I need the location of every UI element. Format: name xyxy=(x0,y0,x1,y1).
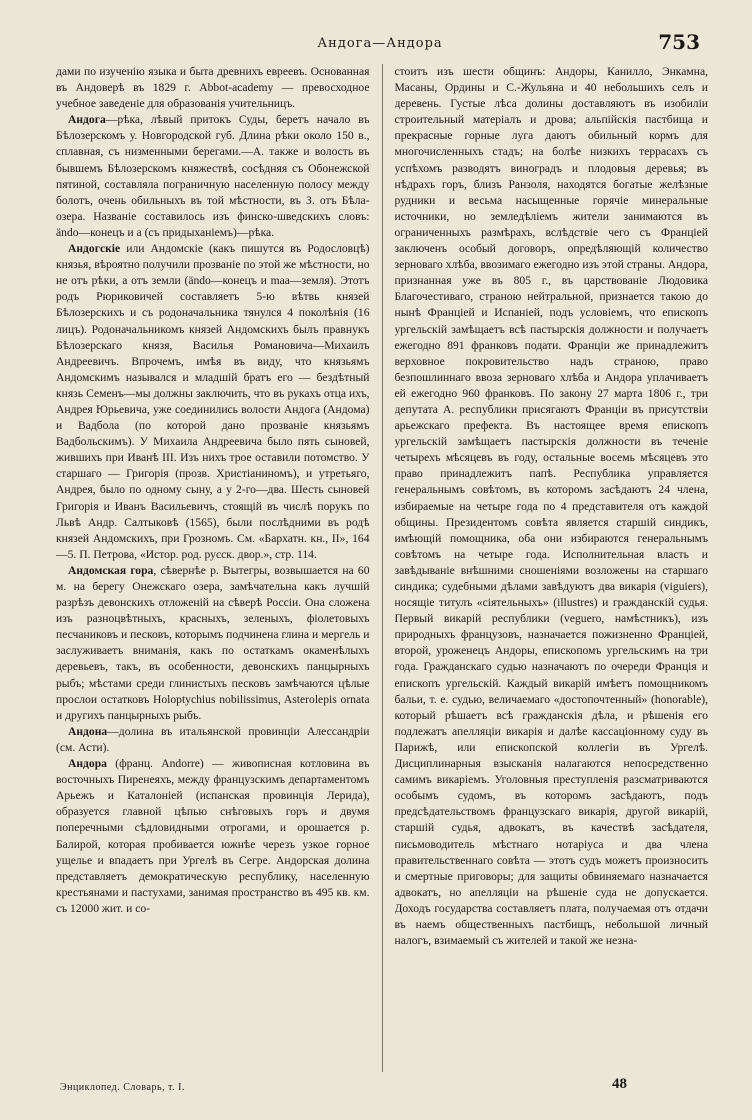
text-columns xyxy=(56,64,708,1072)
running-title: Андога—Андора xyxy=(317,36,443,51)
page-number: 753 xyxy=(658,30,700,54)
entry-headword: Андога xyxy=(68,113,106,127)
continued-paragraph: стоитъ изъ шести общинъ: Андоры, Канилло, Энкамна, Масаны, Ордины и С.-Жульяна и 40 небольшихъ селъ и деревень. Густые лѣса долины доставляютъ въ изобиліи строительный матеріалъ и дрова; альпійскія пастбища и прекрасные горные луга даютъ обильный кормъ для многочисленныхъ стадъ; на болѣе низкихъ террасахъ съ успѣхомъ разводятъ виноградъ и плодовыя деревья; въ нѣдрахъ горъ, близъ Ранзоля, находятся богатые желѣзные рудники и весьма насыщенные горячіе минеральные источники, но земледѣліемъ жители занимаются въ ограниченныхъ размѣрахъ, вслѣдствіе чего съ Франціей заключенъ особый договоръ, опредѣляющій количество зерноваго хлѣба, ввозимаго ежегодно изъ этой страны. Андора, признанная уже въ 805 г., въ царствованіе Людовика Благочестиваго, страною нейтральной, признается такою до нынѣ Франціей и Испаніей, подъ условіемъ, что епископъ ургельскій замѣщаетъ всѣ пастырскія должности и получаетъ ежегодно 891 франковъ подати. Франціи же принадлежитъ верховное покровительство надъ страною, право безпошлиннаго ввоза зерноваго хлѣба и Андора уплачиваетъ ей ежегодно 960 франковъ. По закону 27 марта 1806 г., три депутата А. республики присягаютъ Франціи въ присутствіи арьежскаго префекта. Въ настоящее время епископъ ургельскій замѣщаетъ пастырскія должности въ теченіе четырехъ мѣсяцевъ въ году, остальные восемь мѣсяцевъ это право принадлежитъ папѣ. Республика управляется генеральнымъ совѣтомъ, въ которомъ засѣдаютъ 24 члена, избираемые на четыре года по 4 представителя отъ каждой общины. Президентомъ совѣта является старшій синдикъ, имѣющій помощника, оба они избираются генеральнымъ совѣтомъ на четыре года. Исполнительная власть и завѣдываніе внѣшними сношеніями возложены на старшаго синдика; судебными дѣлами завѣдуютъ два викарія (viguiers), носящіе титулъ «сіятельныхъ» (illustres) и гражданскій судья. Первый викарій республики (veguero, намѣстникъ), изъ природныхъ французовъ, назначается пожизненно Франціей, второй, уроженецъ Андоры, епископомъ ургельскимъ на три года. Гражданскаго судью назначаютъ по очереди Франція и епископъ ургельскій. Каждый викарій имѣетъ помощникомъ бальи, т. е. судью, величаемаго «достопочтенный» (honorable), который рѣшаетъ всѣ гражданскія дѣла, и рѣшенія его подлежатъ апелляціи викарія и далѣе кассаціонному суду въ Парижѣ, или епископской коллегіи въ Ургелѣ. Дисциплинарныя взысканія налагаются непосредственно самимъ викаріемъ. Уголовныя преступленія разсматриваются особымъ судомъ, въ которомъ засѣдаютъ, подъ предсѣдательствомъ французскаго викарія, другой викарій, старшій судья, адвокатъ, въ качествѣ засѣдателя, письмоводитель мѣстнаго нотаріуса и два члена правительственнаго совѣта — этотъ судъ можетъ произносить и смертные приговоры; для защиты обвиняемаго назначается адвокатъ, но апелляціи на рѣшеніе суда не допускается. Доходъ государства составляетъ плата, получаемая отъ отдачи въ наемъ общественныхъ пастбищъ, небольшой личный налогъ, взимаемый съ жителей и такой же незна- xyxy=(394,65,708,948)
sheet-number: 48 xyxy=(612,1076,627,1092)
continued-paragraph: дами по изученію языка и быта древнихъ евреевъ. Основанная въ Андоверѣ въ 1829 г. Abbot-academy — превосходное учебное заведеніе для образованія учительницъ. xyxy=(56,65,370,111)
entry-text: или Андомскіе (какъ пишутся въ Родословцѣ) князья, вѣроятно получили прозваніе по этой же мѣстности, но не отъ рѣки, а отъ земли (ändo—конецъ и maa—земля). Этотъ родъ Рюриковичей составляетъ 5-ю вѣтвь князей Бѣлозерскихъ и съ родоначальника тянулся 4 поколѣнія (16 лицъ). Родоначальникомъ князей Андомскихъ былъ правнукъ Бѣлозерскаго князя, Василья Романовича—Михаилъ Андреевичъ. Впрочемъ, имѣя въ виду, что князьямъ Андомскимъ назывался и младшій братъ его — бездѣтный князь Семенъ—мы должны заключить, что въ рукахъ отца ихъ, Андрея Юрьевича, уже соединились волости Андога (Андома) и Вадбола (по которой дано прозваніе князьямъ Вадбольскимъ). У Михаила Андреевича было пять сыновей, жившихъ при Иванѣ III. Изъ нихъ трое оставили потомство. У старшаго — Григорія (прозв. Христіаниномъ), и утретьяго, Андрея, было по одному сыну, а у 2-го—два. Шесть сыновей Григорія и Иванъ Васильевичъ, стоящій въ числѣ порукъ по Львѣ Андр. Салтыковѣ (1565), были послѣдними въ родѣ князей Андомскихъ, при Грозномъ. См. «Бархатн. кн., II», 164—5. П. Петрова, «Истор. род. русск. двор.», стр. 114. xyxy=(56,242,370,561)
entry-headword: Андора xyxy=(68,757,107,771)
entry-headword: Андомская гора xyxy=(68,563,154,577)
entry-text: (франц. Andorre) — живописная котловина въ восточныхъ Пиренеяхъ, между французскимъ департаментомъ Арьежъ и Каталоніей (испанская провинція Лерида), образуется главной цѣпью снѣговыхъ горъ и двумя поперечными сѣдловидными отрогами, и орошается р. Балирой, которая пробивается южнѣе черезъ узкое горное ущелье и впадаетъ при Ургелѣ въ Сегре. Андорская долина представляетъ демократическую республику, населенную крестьянами и пастухами, занимая пространство въ 495 кв. км. съ 12000 жит. и со- xyxy=(56,757,370,915)
entry-andomskaya-gora xyxy=(56,563,370,724)
column-divider xyxy=(382,64,383,1072)
printer-signature: Энциклопед. Словарь, т. I. xyxy=(60,1082,185,1093)
page-header xyxy=(60,30,700,58)
left-column xyxy=(56,64,370,1072)
entry-text: —долина въ итальянской провинціи Алессандріи (см. Асти). xyxy=(56,724,370,754)
entry-headword: Андона xyxy=(68,724,108,738)
entry-andogskie xyxy=(56,241,370,563)
entry-andoga xyxy=(56,112,370,241)
entry-andora xyxy=(56,756,370,917)
right-column xyxy=(395,64,709,1072)
entry-andona xyxy=(56,724,370,756)
entry-text: —рѣка, лѣвый притокъ Суды, беретъ начало въ Бѣлозерскомъ у. Новгородской губ. Длина рѣки около 150 в., сплавная, съ низменными берегами.—А. также и волость въ бывшемъ Бѣлозерскомъ княжествѣ, сосѣдняя съ Обонежской пятиной, составляла пограничную населенную полосу между болотъ, очень обильныхъ въ той мѣстности, въ З. отъ Бѣла-озера. Названіе составилось изъ финско-шведскихъ словъ: ändo—конецъ и а (съ придыханіемъ)—рѣка. xyxy=(56,113,370,239)
entry-text: , сѣвернѣе р. Вытегры, возвышается на 60 м. на берегу Онежскаго озера, замѣчательна какъ лучшій разрѣзъ девонскихъ отложеній на сѣверѣ Россіи. Она сложена изъ разноцвѣтныхъ, красныхъ, зеленыхъ, фіолетовыхъ песчаниковъ и песковъ, которымъ подчинена глина и мергель и заслуживаетъ вниманія, какъ по остаткамъ окаменѣлыхъ деревьевъ, такъ, въ особенности, девонскихъ панцырныхъ рыбъ; мѣстами среди глинистыхъ песковъ замѣчаются цѣлые прослои остатковъ Holoptychius nobilissimus, Asterolepis ornata и другихъ панцырныхъ рыбъ. xyxy=(56,563,370,722)
entry-headword: Андогскіе xyxy=(68,242,121,256)
